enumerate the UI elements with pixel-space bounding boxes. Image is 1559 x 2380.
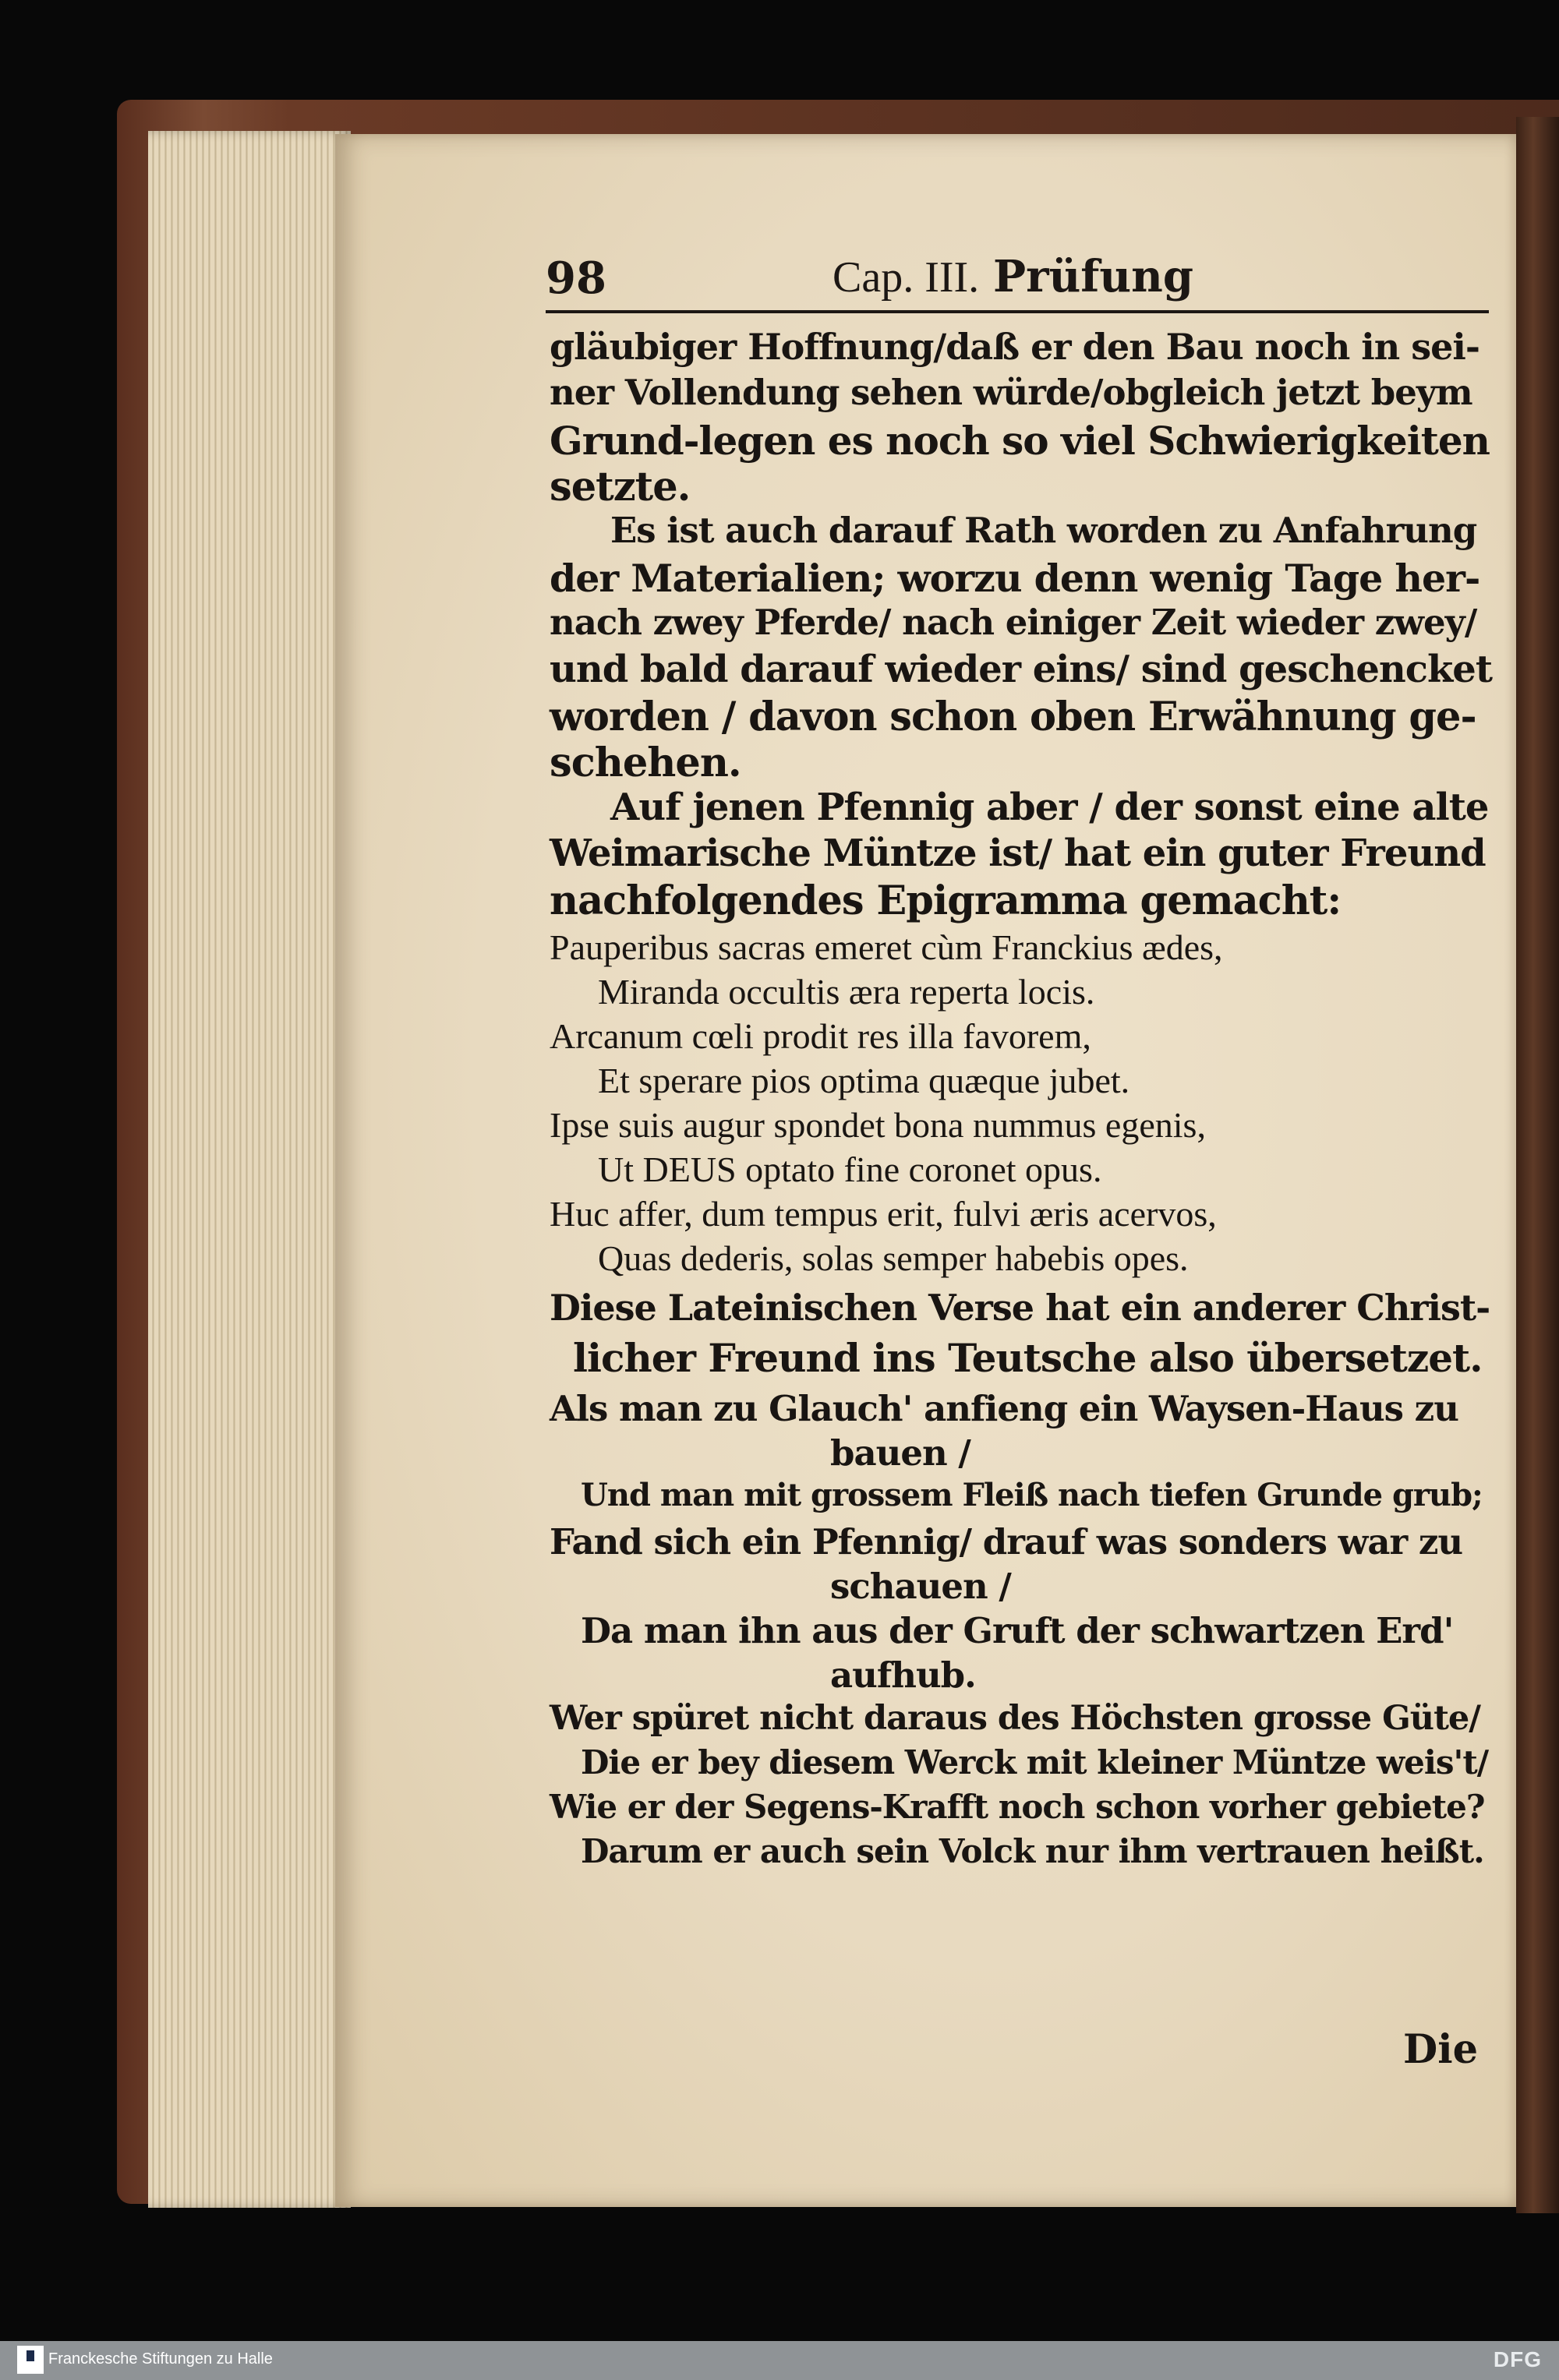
page-edges	[148, 131, 351, 2208]
text-line: schehen.	[550, 740, 741, 786]
german-verse-line: Darum er auch sein Volck nur ihm vertrauen heißt.	[581, 1832, 1484, 1870]
latin-verse-line: Pauperibus sacras emeret cùm Franckius ædes,	[550, 927, 1223, 967]
book-binding-right	[1516, 117, 1559, 2213]
text-line: setzte.	[550, 464, 691, 510]
latin-verse-line: Ipse suis augur spondet bona nummus egenis,	[550, 1105, 1206, 1145]
text-line: der Materialien; worzu denn wenig Tage her-	[550, 556, 1480, 601]
text-line: ner Vollendung sehen würde/obgleich jetzt beym	[550, 372, 1472, 413]
latin-verse-line: Ut DEUS optato fine coronet opus.	[598, 1149, 1102, 1189]
page-number: 98	[546, 252, 606, 304]
german-verse-line: Als man zu Glauch' anfieng ein Waysen-Haus zu	[550, 1388, 1458, 1429]
text-line: nach zwey Pferde/ nach einiger Zeit wieder zwey/	[550, 602, 1477, 643]
latin-verse-line: Huc affer, dum tempus erit, fulvi æris acervos,	[550, 1194, 1217, 1234]
latin-verse-line: Arcanum cœli prodit res illa favorem,	[550, 1016, 1091, 1056]
viewer-footer	[0, 2341, 1559, 2380]
german-verse-line: Wie er der Segens-Krafft noch schon vorher gebiete?	[550, 1788, 1485, 1826]
german-verse-line: schauen /	[830, 1566, 1011, 1607]
text-line: Es ist auch darauf Rath worden zu Anfahrung	[610, 510, 1477, 551]
text-line: Weimarische Müntze ist/ hat ein guter Freund	[550, 832, 1486, 875]
dfg-logo: DFG	[1493, 2347, 1542, 2371]
text-line: Diese Lateinischen Verse hat ein anderer Christ-	[550, 1287, 1490, 1329]
german-verse-line: Die er bey diesem Werck mit kleiner Müntze weis't/	[581, 1743, 1489, 1781]
german-verse-line: Und man mit grossem Fleiß nach tiefen Grunde grub;	[581, 1477, 1483, 1513]
german-verse-line: Da man ihn aus der Gruft der schwartzen Erd'	[581, 1610, 1454, 1651]
german-verse-line: Fand sich ein Pfennig/ drauf was sonders war zu	[550, 1521, 1463, 1563]
latin-verse-line: Et sperare pios optima quæque jubet.	[598, 1061, 1130, 1100]
german-verse-line: Wer spüret nicht daraus des Höchsten grosse Güte/	[550, 1699, 1480, 1738]
running-head-title: Prüfung	[992, 251, 1193, 302]
text-line: licher Freund ins Teutsche also übersetzet.	[573, 1335, 1483, 1381]
latin-verse-line: Quas dederis, solas semper habebis opes.	[598, 1238, 1189, 1278]
text-line: nachfolgendes Epigramma gemacht:	[550, 877, 1342, 924]
catchword: Die	[1403, 2026, 1479, 2073]
text-line: Auf jenen Pfennig aber / der sonst eine alte	[610, 786, 1489, 829]
institution-name: Franckesche Stiftungen zu Halle	[48, 2350, 273, 2368]
text-line: Grund-legen es noch so viel Schwierigkeiten	[550, 418, 1490, 464]
german-verse-line: aufhub.	[830, 1654, 976, 1696]
institution-logo-icon	[17, 2346, 44, 2374]
text-line: und bald darauf wieder eins/ sind geschencket	[550, 648, 1492, 691]
text-line: worden / davon schon oben Erwähnung ge-	[550, 694, 1476, 740]
text-line: gläubiger Hoffnung/daß er den Bau noch in sei-	[550, 326, 1479, 368]
page-text	[550, 0, 1493, 2380]
latin-verse-line: Miranda occultis æra reperta locis.	[598, 972, 1095, 1012]
german-verse-line: bauen /	[830, 1432, 970, 1474]
running-head-chapter: Cap. III.	[833, 253, 980, 302]
